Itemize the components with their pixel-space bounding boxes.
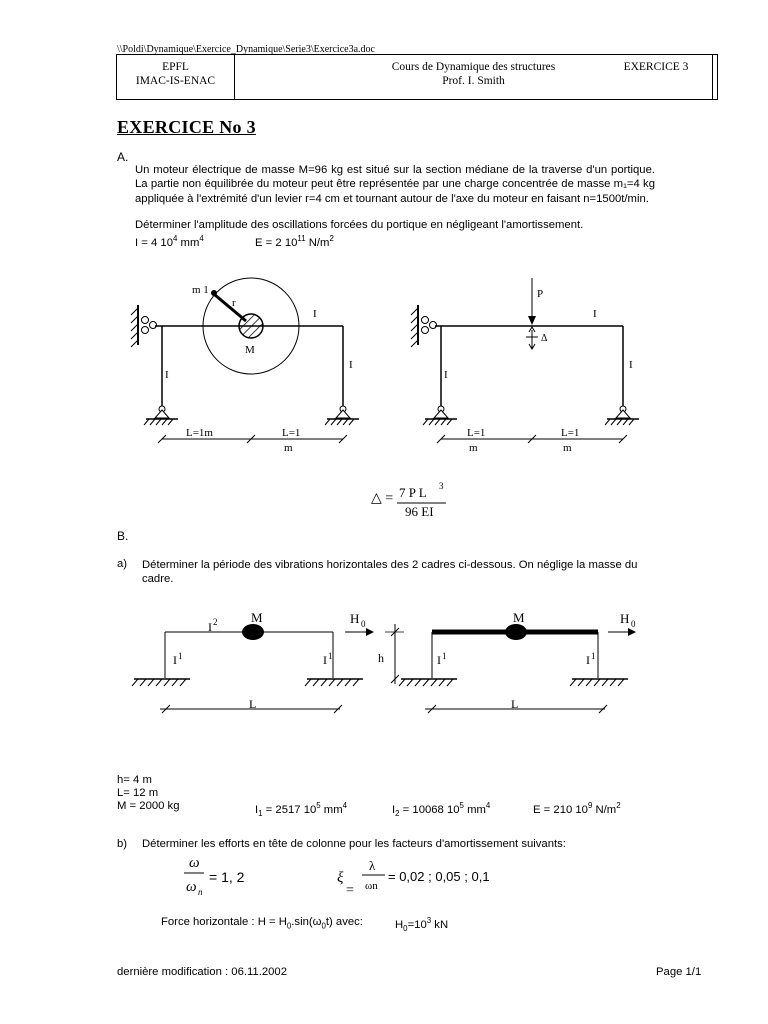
frame-1-mass-label: M: [251, 610, 263, 625]
frame-1-beam-inertia-sup: 2: [213, 617, 218, 627]
right-span-label-2: L=1: [561, 427, 580, 439]
force-amp-sub: 0: [403, 924, 408, 934]
frame-2-force-sub: 0: [631, 619, 636, 629]
ratio-denominator: ω: [186, 879, 197, 895]
frame-1-span-label: L: [249, 697, 257, 711]
question-a-label: a): [117, 558, 128, 570]
frame-1-force-label: H: [350, 611, 360, 626]
e-exp: 9: [587, 801, 593, 810]
force-sub-1: 0: [286, 921, 292, 931]
section-a-instruction: Déterminer l'amplitude des oscillations forcées du portique en négligeant l'amortissement.: [135, 219, 584, 231]
i1-unit-exp: 4: [342, 801, 348, 810]
frame-2-span-label: L: [511, 697, 519, 711]
right-column-inertia-label: I: [349, 359, 353, 371]
ratio-denominator-sub: n: [198, 887, 203, 897]
i2-exp: 5: [459, 801, 464, 810]
force-amp-symbol: H: [395, 918, 404, 931]
frame-2-left-inertia-sup: 1: [442, 651, 447, 661]
frame-1-beam-inertia: I: [208, 620, 212, 634]
force-text-3: t) avec:: [325, 916, 363, 928]
left-column-inertia-label: I: [165, 369, 169, 381]
length-value: L= 12 m: [117, 787, 159, 799]
header-exercise: EXERCICE 3: [623, 61, 689, 73]
left-span-label: L=1m: [186, 427, 213, 439]
left-column-inertia-label-2: I: [444, 369, 448, 381]
document-path: \\Poldi\Dynamique\Exercice_Dynamique\Serie3\Exercice3a.doc: [117, 44, 375, 55]
i1-number: = 2517 10: [262, 803, 317, 816]
frame-1-right-inertia-sup: 1: [328, 651, 333, 661]
force-amplitude: [395, 916, 448, 933]
header-course-line1: Cours de Dynamique des structures: [391, 61, 556, 73]
m1-label: m 1: [192, 284, 209, 296]
i2-number: = 10068 10: [399, 803, 460, 816]
right-span-label: L=1: [282, 427, 301, 439]
height-value: h= 4 m: [117, 774, 152, 786]
ratio-value: = 1, 2: [209, 869, 245, 885]
ratio-numerator: ω: [189, 855, 200, 871]
formula-lhs: △ =: [371, 491, 394, 506]
frame-1-left-inertia: I: [173, 653, 177, 667]
inertia-base: I = 4 10: [135, 236, 174, 249]
frame-2-mass-label: M: [513, 610, 525, 625]
modulus-unit: N/m: [305, 236, 330, 249]
right-column-inertia-label-2: I: [629, 359, 633, 371]
formula-numerator-exp: 3: [439, 481, 444, 491]
e-unit: N/m: [592, 803, 617, 816]
frame-2-right-inertia: I: [586, 653, 590, 667]
frame-2-force-label: H: [620, 611, 630, 626]
e-number: E = 210 10: [533, 803, 588, 816]
frame-1-left-inertia-sup: 1: [178, 651, 183, 661]
i1-symbol: I: [255, 803, 259, 816]
header-institution-line1: EPFL: [162, 61, 189, 73]
i1-unit: mm: [320, 803, 343, 816]
page-title: EXERCICE No 3: [117, 117, 256, 137]
i2-symbol: I: [392, 803, 396, 816]
damping-factors: [337, 858, 490, 898]
force-sub-2: 0: [321, 921, 326, 931]
beam-inertia-label: I: [313, 308, 317, 320]
modulus-exp: 11: [297, 234, 306, 243]
frame-1-force-sub: 0: [361, 619, 366, 629]
question-a-text: Déterminer la période des vibrations horizontales des 2 cadres ci-dessous. On néglige la masse du cadre.: [142, 559, 638, 585]
damping-numerator: λ: [369, 858, 376, 873]
i1-sub: 1: [258, 809, 263, 819]
load-p-label: P: [537, 288, 544, 300]
section-a-label: A.: [117, 150, 129, 164]
damping-symbol: ξ: [337, 870, 344, 886]
section-a-paragraph: Un moteur électrique de masse M=96 kg est situé sur la section médiane de la traverse d'un portique. La partie non équilibrée du moteur peut être représentée par une charge concentrée de masse m₁=4 kg appliquée à l'extrémité d'un levier r=4 cm et tournant autour de l'axe du moteur en faisant n=1500t/min.: [135, 164, 655, 205]
force-amp-number: =10: [407, 918, 427, 931]
question-b-text: Déterminer les efforts en tête de colonne pour les facteurs d'amortissement suivants:: [142, 838, 566, 850]
i1-exp: 5: [316, 801, 321, 810]
deflection-label: Δ: [541, 333, 548, 344]
formula-denominator: 96 EI: [405, 504, 434, 519]
i2-sub: 2: [395, 809, 400, 819]
left-span-label-2: L=1: [467, 427, 486, 439]
inertia-exp: 4: [173, 234, 178, 243]
frame-2-right-inertia-sup: 1: [591, 651, 596, 661]
section-b-label: B.: [117, 529, 129, 543]
force-amp-exp: 3: [426, 916, 432, 925]
i2-unit: mm: [463, 803, 486, 816]
inertia-unit-exp: 4: [199, 234, 204, 243]
left-span-unit-2: m: [469, 442, 478, 454]
header-course-line2: Prof. I. Smith: [442, 75, 505, 87]
i2-unit-exp: 4: [485, 801, 491, 810]
frame-2-left-inertia: I: [437, 653, 441, 667]
modulus-unit-exp: 2: [329, 234, 334, 243]
motor-mass-label: M: [245, 344, 255, 356]
force-text-1: Force horizontale : H = H: [161, 916, 287, 928]
question-b-label: b): [117, 838, 128, 850]
damping-values: = 0,02 ; 0,05 ; 0,1: [388, 869, 490, 884]
frame-2-height-label: h: [378, 651, 384, 665]
last-modified: dernière modification : 06.11.2002: [117, 966, 287, 978]
e-unit-exp: 2: [616, 801, 621, 810]
modulus-base: E = 2 10: [255, 236, 298, 249]
inertia-unit: mm: [177, 236, 200, 249]
damping-denominator: ωn: [365, 880, 378, 892]
r-label: r: [232, 297, 236, 309]
force-text-2: .sin(ω: [291, 916, 322, 928]
frequency-ratio: [184, 855, 245, 897]
formula-numerator: 7 P L: [399, 485, 427, 500]
right-span-unit: m: [284, 442, 293, 454]
damping-equals: =: [346, 883, 354, 898]
horizontal-force: [161, 916, 363, 930]
frame-1-right-inertia: I: [323, 653, 327, 667]
page-number: Page 1/1: [656, 966, 702, 978]
right-span-unit-2: m: [563, 442, 572, 454]
header-institution-line2: IMAC-IS-ENAC: [135, 75, 216, 87]
force-amp-unit: kN: [431, 918, 449, 931]
beam-inertia-label-2: I: [593, 308, 597, 320]
mass-value: M = 2000 kg: [117, 800, 180, 812]
